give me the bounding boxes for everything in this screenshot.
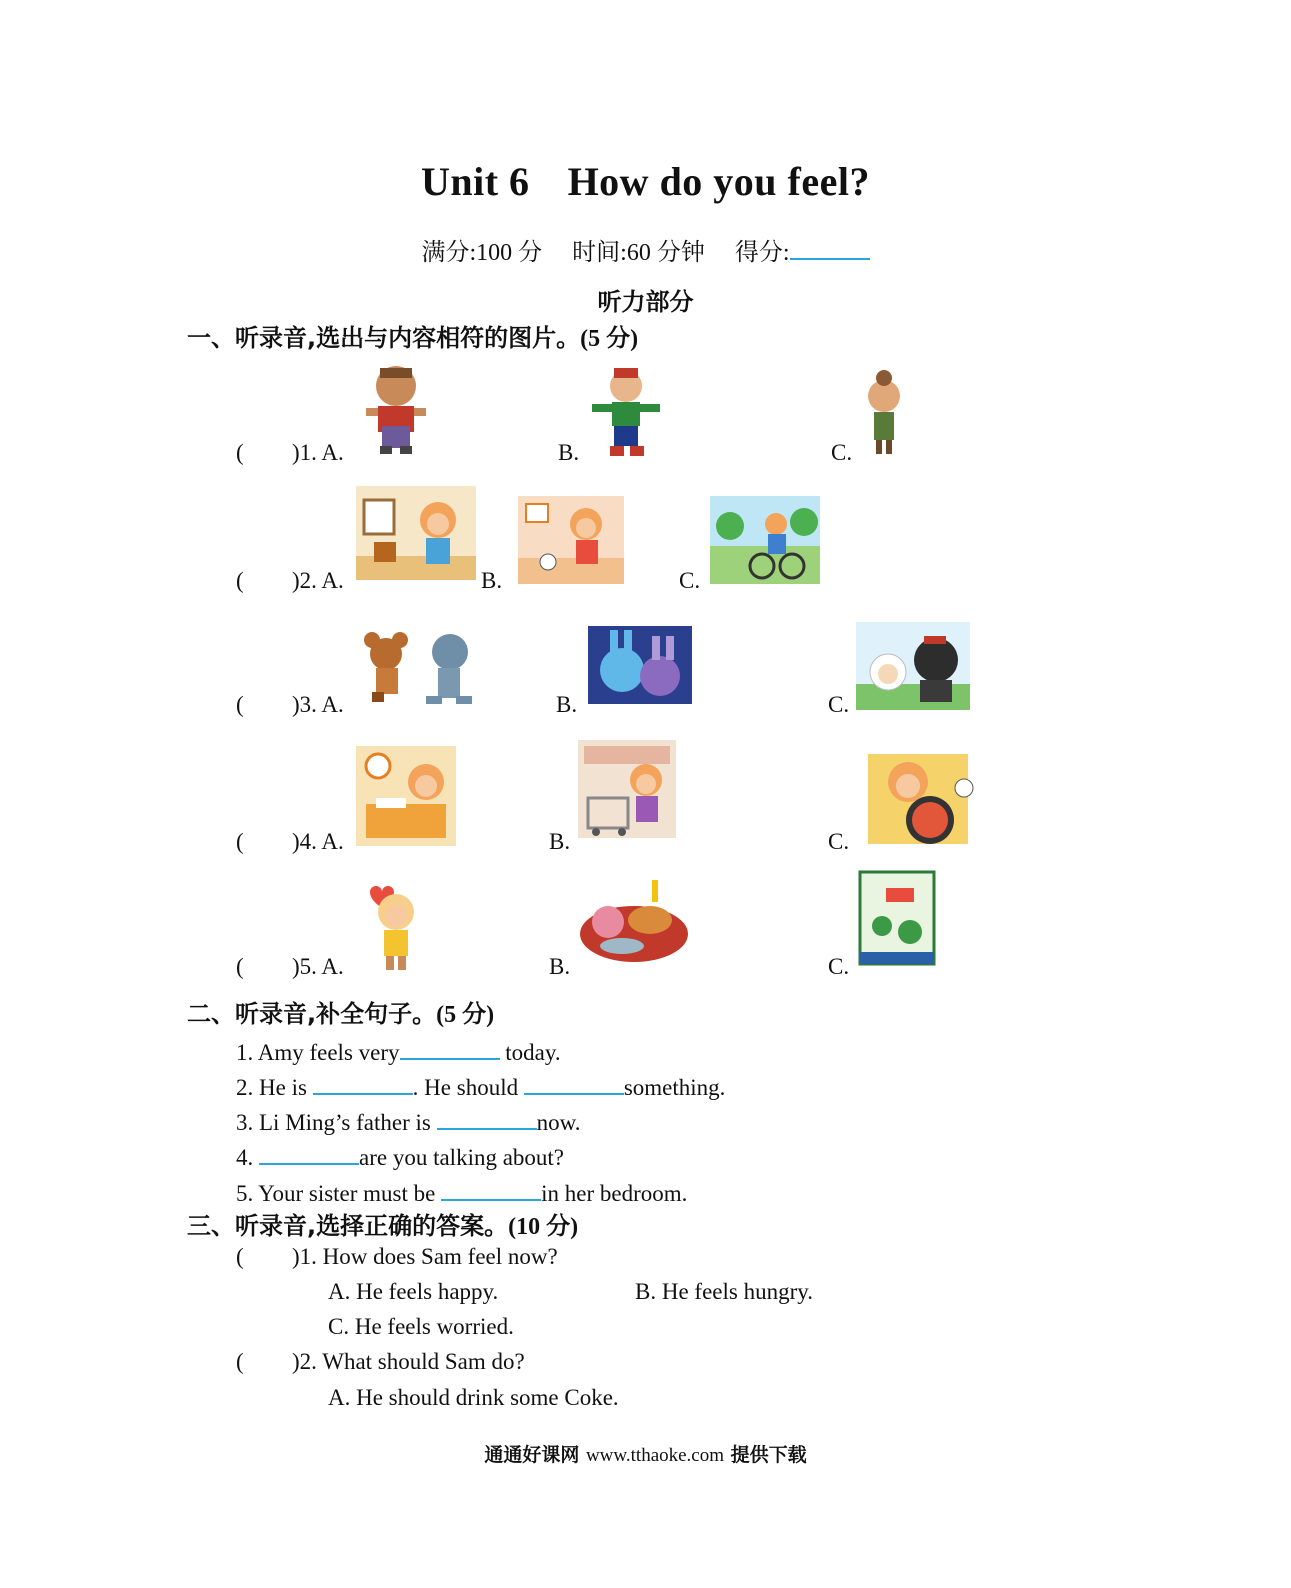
- option-b: B.: [558, 440, 580, 465]
- picture-book-picture[interactable]: [856, 870, 936, 966]
- tom-and-jerry-picture[interactable]: [356, 630, 480, 712]
- answer-paren[interactable]: (: [236, 954, 244, 979]
- score-info: [0, 232, 1291, 267]
- section1-points: (5 分): [580, 326, 639, 352]
- sentence-2: 2. He is . He should something.: [236, 1067, 725, 1101]
- sentence-1: 1. Amy feels very today.: [236, 1032, 561, 1066]
- page-title: [0, 158, 1291, 205]
- option-b: B.: [556, 692, 578, 717]
- footer-url[interactable]: www.tthaoke.com: [585, 1445, 725, 1466]
- girl-with-food-picture[interactable]: [868, 744, 976, 844]
- answer-paren[interactable]: (: [236, 692, 244, 717]
- kids-cycling-picture[interactable]: [710, 496, 820, 584]
- food-platter-picture[interactable]: [578, 876, 690, 966]
- girl-shopping-picture[interactable]: [578, 740, 676, 838]
- answer-paren[interactable]: (: [236, 440, 244, 465]
- answer-paren[interactable]: (: [236, 1244, 244, 1269]
- score-label: 得分:: [734, 240, 790, 266]
- time-limit: 时间:60 分钟: [572, 240, 705, 266]
- option-b: B.: [549, 954, 571, 979]
- q1-label: )1. A.: [292, 440, 344, 465]
- girl-running-picture[interactable]: [518, 496, 624, 584]
- section3-points: (10 分): [508, 1214, 579, 1240]
- q3-label: )3. A.: [292, 692, 344, 717]
- fill-blank[interactable]: [313, 1067, 413, 1095]
- option-c: C.: [828, 692, 850, 717]
- fill-blank[interactable]: [437, 1102, 537, 1130]
- option-c: C.: [828, 829, 850, 854]
- unit-label: Unit 6: [420, 159, 530, 204]
- scared-boy-picture[interactable]: [586, 364, 666, 458]
- fill-blank[interactable]: [441, 1173, 541, 1201]
- section3-heading: 三、听录音,选择正确的答案。(10 分): [187, 1212, 579, 1240]
- option-c: C.: [831, 440, 853, 465]
- answer-paren[interactable]: (: [236, 1349, 244, 1374]
- footer-note: 提供下载: [730, 1444, 807, 1466]
- question-2: )2. What should Sam do?: [292, 1349, 525, 1374]
- choice-b[interactable]: B. He feels hungry.: [635, 1279, 813, 1304]
- answer-paren[interactable]: (: [236, 829, 244, 854]
- angry-boy-picture[interactable]: [356, 360, 436, 460]
- girl-at-desk-picture[interactable]: [356, 746, 456, 846]
- q4-label: )4. A.: [292, 829, 344, 854]
- question-1: )1. How does Sam feel now?: [292, 1244, 558, 1269]
- choice-c[interactable]: C. He feels worried.: [328, 1314, 514, 1339]
- girl-drawing-picture[interactable]: [356, 486, 476, 580]
- fill-blank[interactable]: [259, 1137, 359, 1165]
- footer-site: 通通好课网: [484, 1444, 580, 1466]
- score-blank[interactable]: [790, 232, 870, 260]
- choice-a[interactable]: A. He feels happy.: [328, 1279, 499, 1304]
- girl-in-love-picture[interactable]: [356, 882, 432, 972]
- answer-paren[interactable]: (: [236, 568, 244, 593]
- option-b: B.: [481, 568, 503, 593]
- fill-blank[interactable]: [400, 1032, 500, 1060]
- cartoon-rabbits-picture[interactable]: [588, 626, 692, 704]
- fill-blank[interactable]: [524, 1067, 624, 1095]
- sentence-5: 5. Your sister must be in her bedroom.: [236, 1173, 687, 1207]
- q5-label: )5. A.: [292, 954, 344, 979]
- part-heading: 听力部分: [597, 288, 694, 316]
- option-c: C.: [679, 568, 701, 593]
- section1-heading: 一、听录音,选出与内容相符的图片。(5 分): [187, 324, 639, 352]
- sheep-and-wolf-picture[interactable]: [856, 622, 970, 710]
- option-c: C.: [828, 954, 850, 979]
- unit-name: How do you feel?: [567, 159, 870, 204]
- sentence-3: 3. Li Ming’s father is now.: [236, 1102, 580, 1136]
- shy-girl-picture[interactable]: [860, 368, 910, 456]
- section2-heading: 二、听录音,补全句子。(5 分): [187, 1000, 495, 1028]
- footer: [0, 1440, 1291, 1467]
- q2-label: )2. A.: [292, 568, 344, 593]
- section2-points: (5 分): [436, 1002, 495, 1028]
- option-b: B.: [549, 829, 571, 854]
- full-score: 满分:100 分: [421, 240, 543, 266]
- choice-a[interactable]: A. He should drink some Coke.: [328, 1385, 619, 1410]
- sentence-4: 4. are you talking about?: [236, 1137, 564, 1171]
